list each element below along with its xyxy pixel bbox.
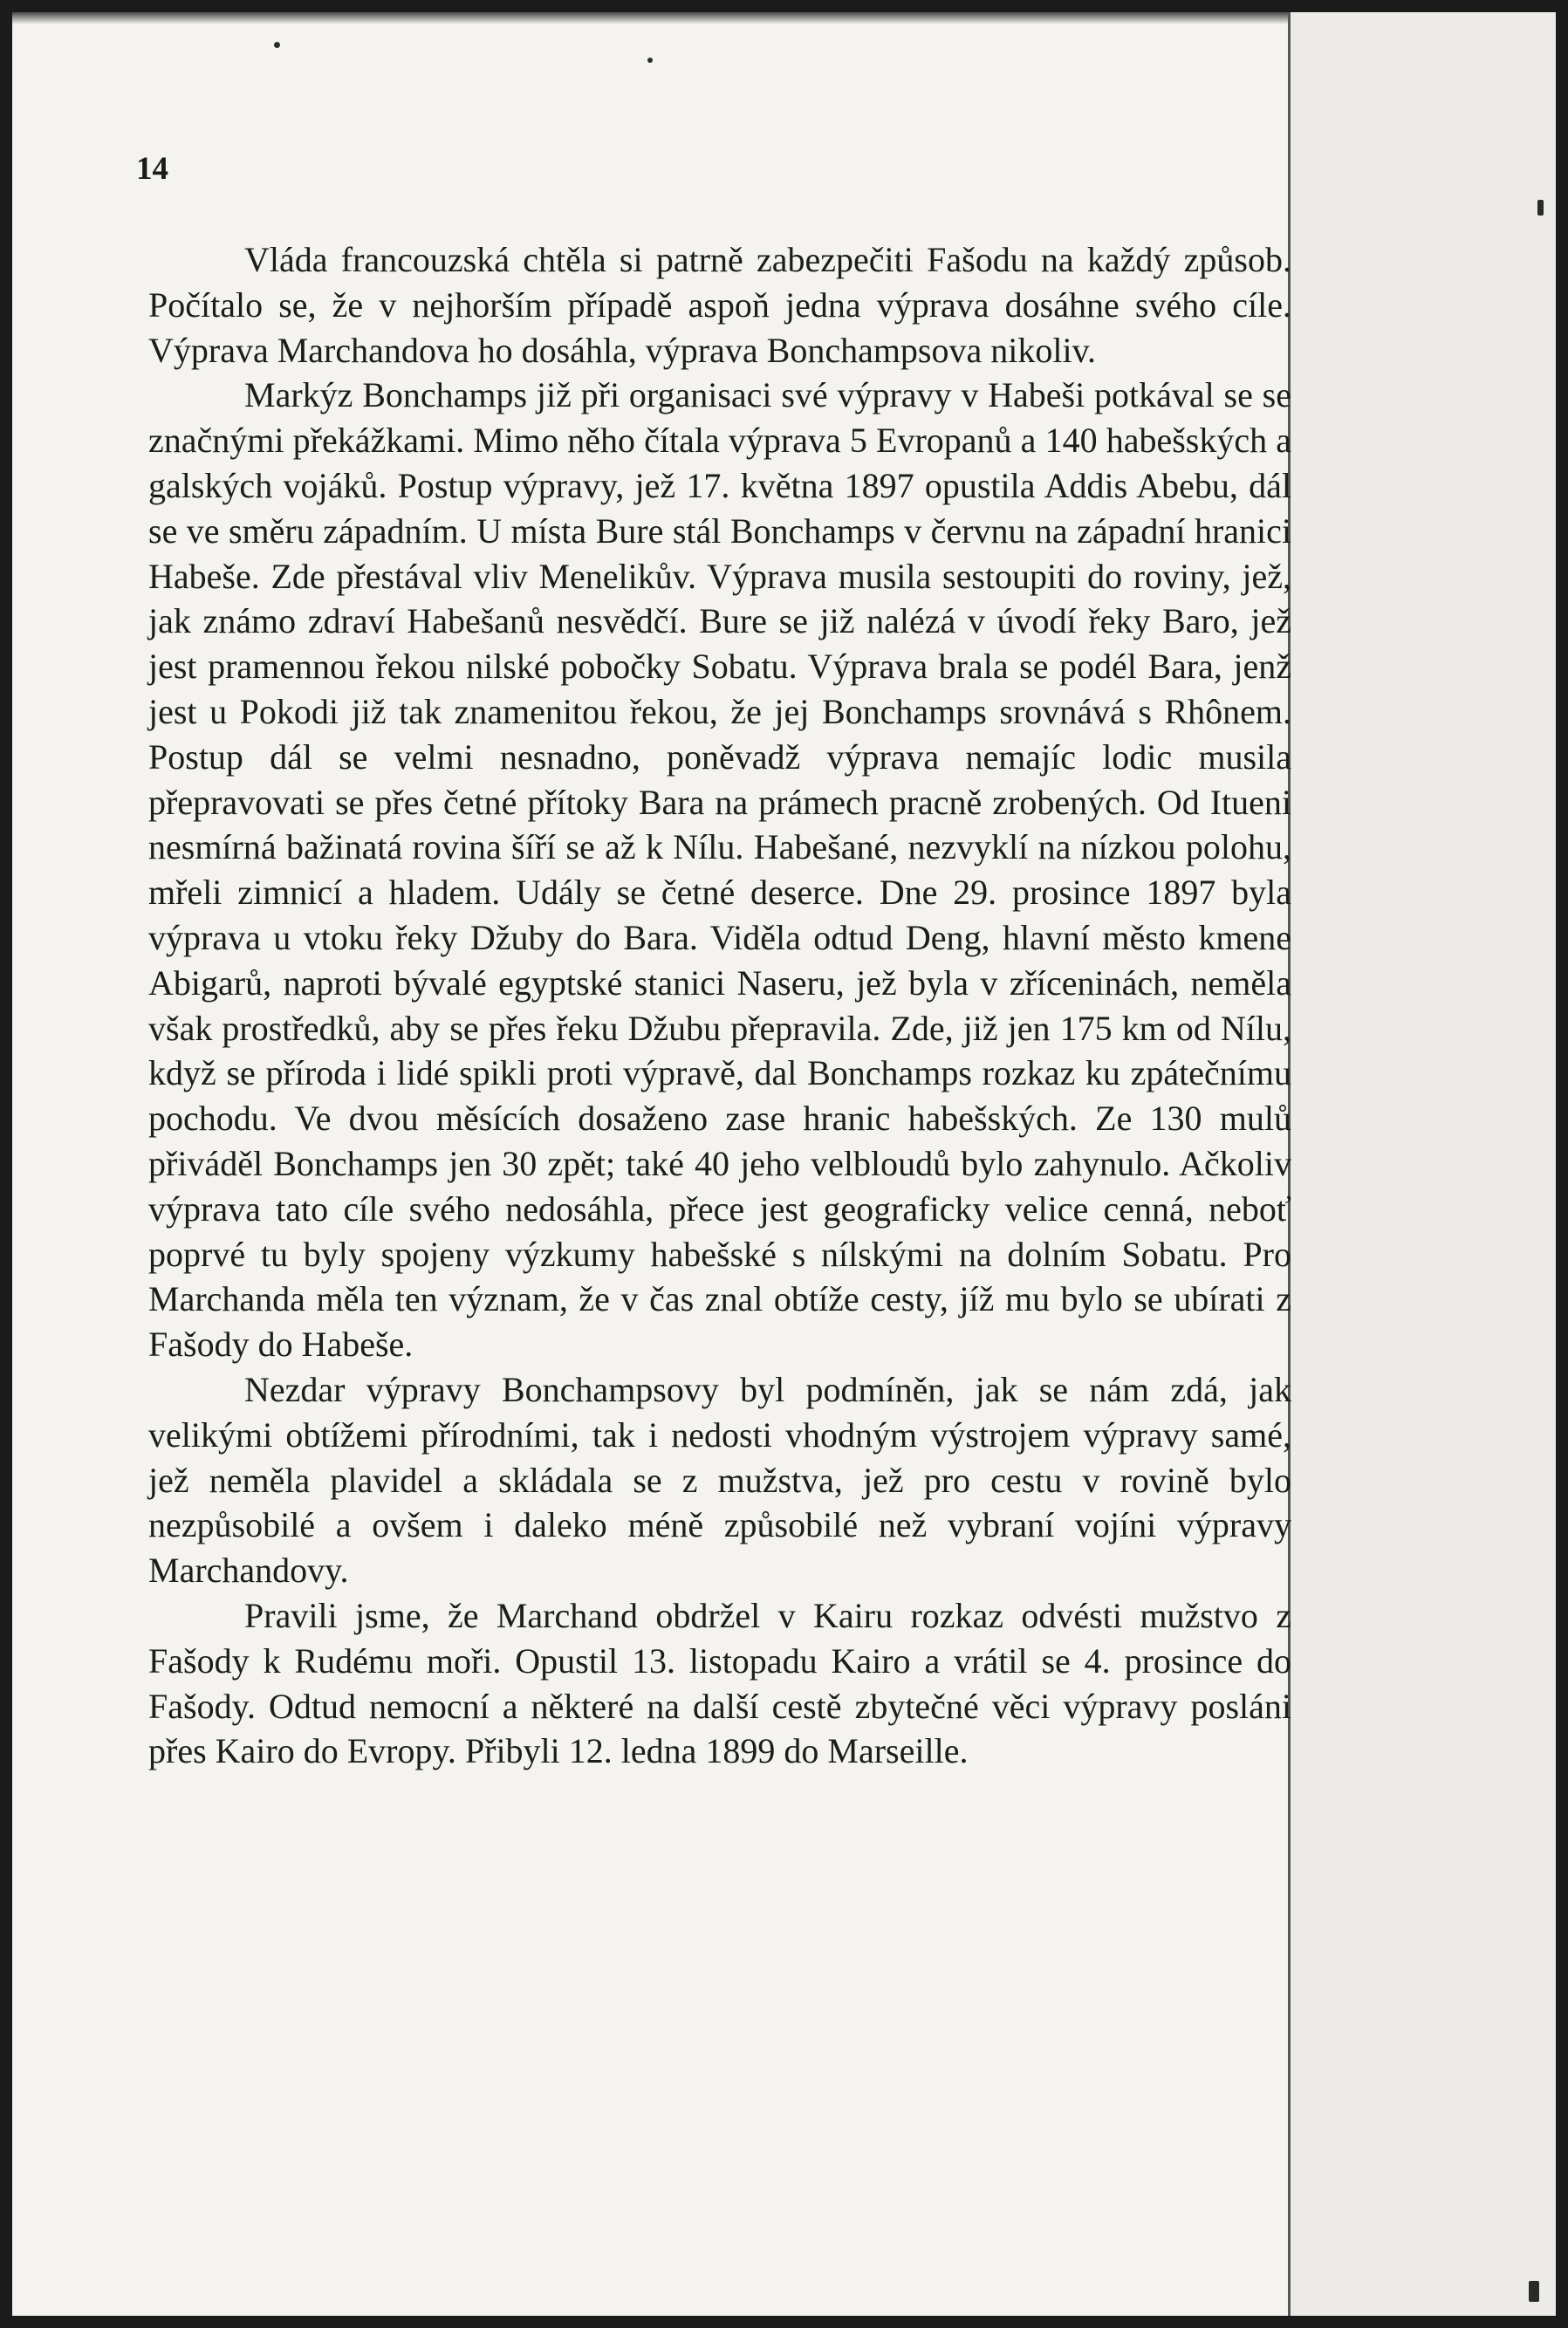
paragraph: Markýz Bonchamps již při organisaci své výpravy v Habeši potkával se se značnými překážkami. Mimo něho čítala výprava 5 Evropanů a 140 habešských a galských vojáků. Postup výpravy, jež 17. května 1897 opustila Addis Abebu, dál se ve směru západním. U místa Bure stál Bonchamps v červnu na západní hranici Habeše. Zde přestával vliv Menelikův. Výprava musila sestoupiti do roviny, jež, jak známo zdraví Habešanů nesvědčí. Bure se již nalézá v úvodí řeky Baro, jež jest pramennou řekou nilské pobočky Sobatu. Výprava brala se podél Bara, jenž jest u Pokodi již tak znamenitou řekou, že jej Bonchamps srovnává s Rhônem. Postup dál se velmi nesnadno, poněvadž výprava nemajíc lodic musila přepravovati se přes četné přítoky Bara na prámech pracně zrobených. Od Itueni nesmírná bažinatá rovina šíří se až k Nílu. Habešané, nezvyklí na nízkou polohu, mřeli zimnicí a hladem. Udály se četné deserce. Dne 29. prosince 1897 byla výprava u vtoku řeky Džuby do Bara. Viděla odtud Deng, hlavní město kmene Abigarů, naproti bývalé egyptské stanici Naseru, jež byla v zříceninách, neměla však prostředků, aby se přes řeku Džubu přepravila. Zde, již jen 175 km od Nílu, když se příroda i lidé spikli proti výpravě, dal Bonchamps rozkaz ku zpátečnímu pochodu. Ve dvou měsících dosaženo zase hranic habešských. Ze 130 mulů přiváděl Bonchamps jen 30 zpět; také 40 jeho velbloudů bylo zahynulo. Ačkoliv výprava tato cíle svého nedosáhla, přece jest geograficky velice cenná, neboť poprvé tu byly spojeny výzkumy habešské s nílskými na dolním Sobatu. Pro Marchanda měla ten význam, že v čas znal obtíže cesty, jíž mu bylo se ubírati z Fašody do Habeše. <box>148 375 1291 1365</box>
scan-speck <box>1529 2281 1539 2302</box>
book-page <box>12 12 1556 2316</box>
right-margin-strip <box>1291 12 1556 2316</box>
scan-edge-shadow <box>12 12 1288 24</box>
body-text <box>148 237 1291 1774</box>
page-number: 14 <box>136 151 168 187</box>
paragraph: Pravili jsme, že Marchand obdržel v Kairu rozkaz odvésti mužstvo z Fašody k Rudému moři. Opustil 13. listopadu Kairo a vrátil se 4. prosince do Fašody. Odtud nemocní a některé na další cestě zbytečné věci výpravy posláni přes Kairo do Evropy. Přibyli 12. ledna 1899 do Marseille. <box>148 1595 1291 1771</box>
scan-speck <box>274 42 280 48</box>
paragraph: Nezdar výpravy Bonchampsovy byl podmíněn, jak se nám zdá, jak velikými obtížemi přírodními, tak i nedosti vhodným výstrojem výpravy samé, jež neměla plavidel a skládala se z mužstva, jež pro cestu v rovině bylo nezpůsobilé a ovšem i daleko méně způsobilé než vybraní vojíni výpravy Marchandovy. <box>148 1369 1291 1591</box>
scan-speck <box>1537 200 1544 216</box>
scan-speck <box>647 58 653 63</box>
paragraph: Vláda francouzská chtěla si patrně zabezpečiti Fašodu na každý způsob. Počítalo se, že v nejhorším případě aspoň jedna výprava dosáhne svého cíle. Výprava Marchandova ho dosáhla, výprava Bonchampsova nikoliv. <box>148 240 1291 370</box>
